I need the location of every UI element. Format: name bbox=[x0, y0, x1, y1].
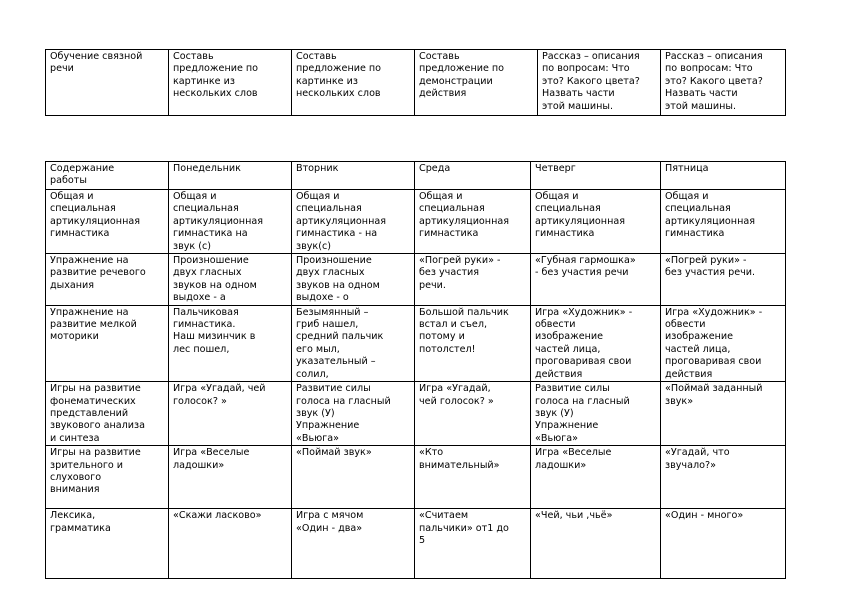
table-cell: Игра «Художник» - обвести изображение частей лица, проговаривая свои действия bbox=[661, 305, 786, 381]
table-header-row bbox=[46, 162, 786, 190]
table-cell: Общая и специальная артикуляционная гимнастика bbox=[415, 190, 531, 254]
table-row bbox=[46, 509, 786, 579]
table-cell: Составь предложение по картинке из нескольких слов bbox=[292, 50, 415, 116]
table-cell: «Один - много» bbox=[661, 509, 786, 579]
table-cell: Общая и специальная артикуляционная гимнастика - на звук(с) bbox=[292, 190, 415, 254]
table-cell: Безымянный – гриб нашел, средний пальчик его мыл, указательный – солил, bbox=[292, 305, 415, 381]
table-cell: Игра «Веселые ладошки» bbox=[169, 446, 292, 509]
column-header: Среда bbox=[415, 162, 531, 190]
column-header: Понедельник bbox=[169, 162, 292, 190]
table-cell: Рассказ – описания по вопросам: Что это? Какого цвета? Назвать части этой машины. bbox=[661, 50, 786, 116]
table-cell: Пальчиковая гимнастика. Наш мизинчик в лес пошел, bbox=[169, 305, 292, 381]
table-cell: Игра «Веселые ладошки» bbox=[531, 446, 661, 509]
table-row bbox=[46, 50, 786, 116]
table-cell: Общая и специальная артикуляционная гимнастика bbox=[46, 190, 169, 254]
table-cell: Рассказ – описания по вопросам: Что это? Какого цвета? Назвать части этой машины. bbox=[538, 50, 661, 116]
table-cell: Развитие силы голоса на гласный звук (У) Упражнение «Вьюга» bbox=[292, 382, 415, 446]
table-row bbox=[46, 190, 786, 254]
table-cell: «Губная гармошка» - без участия речи bbox=[531, 254, 661, 306]
table-cell: Игра с мячом «Один - два» bbox=[292, 509, 415, 579]
table-row bbox=[46, 382, 786, 446]
table-row bbox=[46, 305, 786, 381]
table-cell: Большой пальчик встал и съел, потому и потолстел! bbox=[415, 305, 531, 381]
table-cell: «Угадай, что звучало?» bbox=[661, 446, 786, 509]
table-cell: Произношение двух гласных звуков на одном выдохе - о bbox=[292, 254, 415, 306]
top-table bbox=[45, 49, 786, 116]
table-cell: Лексика, грамматика bbox=[46, 509, 169, 579]
table-row bbox=[46, 254, 786, 306]
table-cell: Общая и специальная артикуляционная гимнастика на звук (с) bbox=[169, 190, 292, 254]
table-cell: Упражнение на развитие мелкой моторики bbox=[46, 305, 169, 381]
schedule-table bbox=[45, 161, 786, 579]
table-cell: «Погрей руки» - без участия речи. bbox=[661, 254, 786, 306]
table-cell: Игры на развитие зрительного и слухового внимания bbox=[46, 446, 169, 509]
column-header: Пятница bbox=[661, 162, 786, 190]
table-cell: «Поймай звук» bbox=[292, 446, 415, 509]
table-cell: Обучение связной речи bbox=[46, 50, 169, 116]
table-cell: Упражнение на развитие речевого дыхания bbox=[46, 254, 169, 306]
table-cell: Игра «Угадай, чей голосок? » bbox=[415, 382, 531, 446]
column-header: Вторник bbox=[292, 162, 415, 190]
table-cell: «Поймай заданный звук» bbox=[661, 382, 786, 446]
table-row bbox=[46, 446, 786, 509]
table-cell: Общая и специальная артикуляционная гимнастика bbox=[661, 190, 786, 254]
table-cell: «Скажи ласково» bbox=[169, 509, 292, 579]
column-header: Четверг bbox=[531, 162, 661, 190]
table-cell: «Кто внимательный» bbox=[415, 446, 531, 509]
table-cell: Составь предложение по демонстрации действия bbox=[415, 50, 538, 116]
table-cell: Игра «Угадай, чей голосок? » bbox=[169, 382, 292, 446]
table-cell: Развитие силы голоса на гласный звук (У) Упражнение «Вьюга» bbox=[531, 382, 661, 446]
table-cell: «Погрей руки» - без участия речи. bbox=[415, 254, 531, 306]
table-cell: Игра «Художник» - обвести изображение частей лица, проговаривая свои действия bbox=[531, 305, 661, 381]
table-cell: Общая и специальная артикуляционная гимнастика bbox=[531, 190, 661, 254]
column-header: Содержание работы bbox=[46, 162, 169, 190]
table-cell: Составь предложение по картинке из нескольких слов bbox=[169, 50, 292, 116]
table-cell: «Чей, чьи ,чьё» bbox=[531, 509, 661, 579]
table-cell: Произношение двух гласных звуков на одном выдохе - а bbox=[169, 254, 292, 306]
table-cell: «Считаем пальчики» от1 до 5 bbox=[415, 509, 531, 579]
table-cell: Игры на развитие фонематических представлений звукового анализа и синтеза bbox=[46, 382, 169, 446]
